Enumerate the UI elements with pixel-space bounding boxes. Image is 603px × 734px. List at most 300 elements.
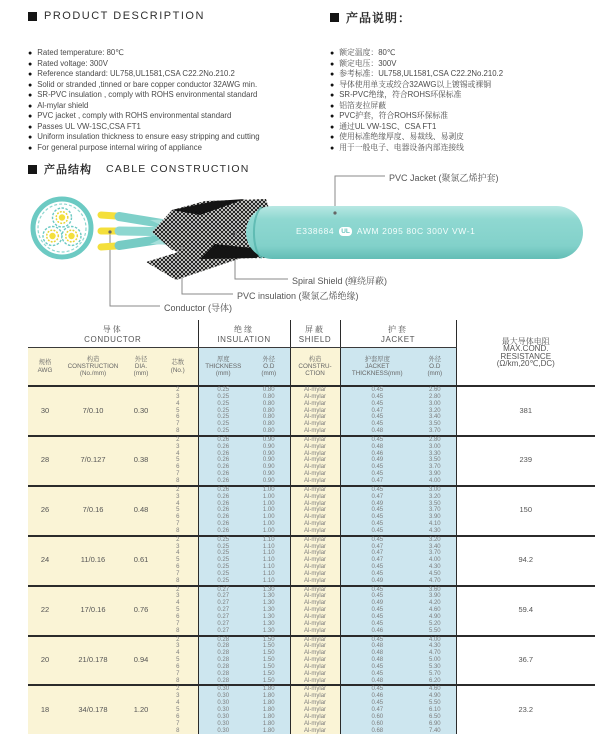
table-cell: 3	[158, 643, 198, 650]
table-cell: 3	[158, 494, 198, 501]
list-item-text: Al-mylar shield	[37, 101, 88, 110]
list-item-text: For general purpose internal wiring of appliance	[37, 143, 202, 152]
table-cell: 1.10	[248, 550, 290, 557]
table-cell: Al-mylar	[290, 714, 340, 721]
list-item-text: Rated voltage: 300V	[37, 59, 108, 68]
table-cell: 0.25	[198, 401, 248, 408]
table-cell: 0.25	[198, 557, 248, 564]
cross-section-icon	[33, 199, 91, 257]
table-cell: 7/0.127	[62, 436, 124, 486]
bullet-icon: ●	[330, 134, 334, 141]
table-cell: 3.20	[414, 408, 456, 415]
table-cell: 7	[158, 671, 198, 678]
table-cell: 4.60	[414, 607, 456, 614]
table-cell: 0.26	[198, 521, 248, 528]
table-cell: 6.90	[414, 721, 456, 728]
table-cell: 0.45	[340, 507, 414, 514]
table-cell: 6.20	[414, 678, 456, 686]
table-cell: 0.49	[340, 578, 414, 586]
table-cell: 3.70	[414, 464, 456, 471]
cable-construction-title-en: CABLE CONSTRUCTION	[106, 163, 250, 175]
table-cell: 0.26	[198, 494, 248, 501]
table-cell: Al-mylar	[290, 514, 340, 521]
table-cell: 5	[158, 507, 198, 514]
list-item	[330, 59, 598, 70]
table-cell: 5.00	[414, 657, 456, 664]
table-cell: 0.26	[198, 501, 248, 508]
table-cell: 3.40	[414, 414, 456, 421]
ul-logo-icon: UL	[339, 227, 352, 236]
table-cell: 4.00	[414, 478, 456, 486]
list-item	[330, 69, 598, 80]
table-cell: 4.60	[414, 685, 456, 693]
table-cell: Al-mylar	[290, 471, 340, 478]
table-cell: 0.27	[198, 614, 248, 621]
table-cell: 1.10	[248, 571, 290, 578]
table-cell: 0.26	[198, 436, 248, 444]
list-item-text: 额定温度：80℃	[339, 48, 395, 57]
table-cell: Al-mylar	[290, 657, 340, 664]
col-header-jacket-od: 外径 O.D (mm)	[414, 348, 456, 387]
table-row	[28, 386, 595, 394]
table-cell: Al-mylar	[290, 428, 340, 436]
table-cell: 4.00	[414, 636, 456, 644]
table-cell: 0.90	[248, 478, 290, 486]
table-cell: 30	[28, 386, 62, 436]
table-cell: 1.50	[248, 657, 290, 664]
table-cell: 150	[456, 486, 595, 536]
table-cell: 4	[158, 501, 198, 508]
table-cell: 0.25	[198, 536, 248, 544]
table-cell: 0.45	[340, 394, 414, 401]
bullet-icon: ●	[28, 134, 32, 141]
table-cell: 0.90	[248, 436, 290, 444]
group-header-jacket: 护套 JACKET	[340, 320, 456, 348]
table-group-header-row	[28, 320, 595, 348]
table-row	[28, 486, 595, 494]
table-cell: 1.10	[248, 578, 290, 586]
list-item	[330, 143, 598, 154]
table-cell: 2	[158, 685, 198, 693]
bullet-icon: ●	[28, 50, 32, 57]
table-cell: 1.30	[248, 600, 290, 607]
table-cell: 0.48	[340, 678, 414, 686]
table-cell: 1.80	[248, 728, 290, 734]
table-cell: Al-mylar	[290, 528, 340, 536]
table-cell: 2.60	[414, 386, 456, 394]
table-cell: 0.28	[198, 650, 248, 657]
table-cell: 2	[158, 586, 198, 594]
table-cell: 239	[456, 436, 595, 486]
col-header-ins-od: 外径 O.D (mm)	[248, 348, 290, 387]
table-cell: 4	[158, 401, 198, 408]
table-cell: 0.30	[198, 721, 248, 728]
table-cell: 0.45	[340, 386, 414, 394]
col-header-shield-construction: 构造 CONSTRU- CTION	[290, 348, 340, 387]
list-item-text: SR-PVC绝缘，符合ROHS环保标准	[339, 90, 461, 99]
table-cell: 0.26	[198, 528, 248, 536]
table-cell: 0.30	[198, 700, 248, 707]
table-cell: 6	[158, 664, 198, 671]
table-cell: 0.47	[340, 544, 414, 551]
list-item	[28, 132, 323, 143]
table-cell: 0.47	[340, 557, 414, 564]
table-cell: 6.50	[414, 714, 456, 721]
table-cell: 5	[158, 657, 198, 664]
product-description-cn-title: 产品说明：	[346, 9, 411, 26]
table-cell: 7	[158, 421, 198, 428]
table-cell: 1.00	[248, 507, 290, 514]
table-cell: 1.30	[248, 621, 290, 628]
table-cell: Al-mylar	[290, 408, 340, 415]
table-cell: 0.45	[340, 514, 414, 521]
table-cell: 28	[28, 436, 62, 486]
table-cell: Al-mylar	[290, 700, 340, 707]
table-cell: Al-mylar	[290, 671, 340, 678]
table-cell: 3.00	[414, 444, 456, 451]
table-cell: Al-mylar	[290, 678, 340, 686]
bullet-icon: ●	[330, 92, 334, 99]
table-cell: 4.00	[414, 557, 456, 564]
table-cell: 1.30	[248, 607, 290, 614]
table-cell: 1.80	[248, 707, 290, 714]
table-cell: 3.70	[414, 428, 456, 436]
table-cell: 6	[158, 464, 198, 471]
table-cell: 0.25	[198, 564, 248, 571]
bullet-icon: ●	[330, 124, 334, 131]
table-cell: 0.45	[340, 414, 414, 421]
table-cell: 0.38	[124, 436, 158, 486]
table-cell: 0.28	[198, 671, 248, 678]
table-cell: Al-mylar	[290, 664, 340, 671]
table-cell: 0.48	[340, 428, 414, 436]
table-cell: Al-mylar	[290, 414, 340, 421]
table-cell: Al-mylar	[290, 536, 340, 544]
table-cell: Al-mylar	[290, 421, 340, 428]
table-cell: Al-mylar	[290, 494, 340, 501]
bullet-icon: ●	[330, 103, 334, 110]
table-cell: 0.80	[248, 414, 290, 421]
list-item-text: 铝箔麦拉屏蔽	[339, 101, 386, 110]
table-cell: 5.30	[414, 664, 456, 671]
table-cell: 0.27	[198, 607, 248, 614]
table-cell: 0.76	[124, 586, 158, 636]
table-cell: 7	[158, 521, 198, 528]
table-cell: Al-mylar	[290, 564, 340, 571]
list-item-text: Uniform insulation thickness to ensure easy stripping and cutting	[37, 132, 259, 141]
table-cell: 8	[158, 428, 198, 436]
table-cell: Al-mylar	[290, 707, 340, 714]
table-cell: 0.45	[340, 621, 414, 628]
table-cell: 0.80	[248, 394, 290, 401]
list-item	[330, 111, 598, 122]
table-cell: 2	[158, 486, 198, 494]
table-cell: 7	[158, 721, 198, 728]
table-cell: 11/0.16	[62, 536, 124, 586]
table-cell: 17/0.16	[62, 586, 124, 636]
table-cell: 1.50	[248, 678, 290, 686]
table-cell: 0.45	[340, 471, 414, 478]
table-cell: 0.25	[198, 386, 248, 394]
table-cell: 0.46	[340, 628, 414, 636]
table-cell: 0.45	[340, 593, 414, 600]
table-cell: 7	[158, 471, 198, 478]
table-cell: 8	[158, 728, 198, 734]
table-cell: 5.70	[414, 671, 456, 678]
table-cell: 0.26	[198, 457, 248, 464]
table-cell: 0.90	[248, 451, 290, 458]
table-cell: 0.47	[340, 478, 414, 486]
table-cell: 0.30	[198, 728, 248, 734]
table-cell: 6	[158, 514, 198, 521]
table-cell: 0.45	[340, 614, 414, 621]
table-cell: 3.90	[414, 514, 456, 521]
table-cell: 0.94	[124, 636, 158, 686]
group-header-conductor: 导体 CONDUCTOR	[28, 320, 198, 348]
cable-construction-title-cn: 产品结构	[44, 161, 92, 177]
table-cell: 4	[158, 550, 198, 557]
table-cell: 3.00	[414, 401, 456, 408]
table-cell: 0.30	[198, 707, 248, 714]
table-cell: 7/0.16	[62, 486, 124, 536]
table-cell: Al-mylar	[290, 621, 340, 628]
table-cell: 1.30	[248, 593, 290, 600]
list-item-text: Rated temperature: 80℃	[37, 48, 124, 57]
product-description-heading	[28, 10, 205, 22]
table-cell: 3	[158, 693, 198, 700]
table-cell: 1.80	[248, 685, 290, 693]
table-cell: 1.10	[248, 544, 290, 551]
list-item	[28, 90, 323, 101]
table-cell: 0.27	[198, 628, 248, 636]
col-header-resistance: 最大导体电阻 MAX.COND. RESISTANCE (Ω/km,20℃,DC)	[456, 320, 595, 386]
table-cell: 6.10	[414, 707, 456, 714]
table-cell: 0.45	[340, 536, 414, 544]
table-cell: 18	[28, 685, 62, 734]
table-cell: 3	[158, 593, 198, 600]
table-cell: 8	[158, 578, 198, 586]
list-item	[28, 59, 323, 70]
table-cell: 0.26	[198, 486, 248, 494]
table-row	[28, 536, 595, 544]
table-cell: 0.49	[340, 501, 414, 508]
table-cell: 3.60	[414, 586, 456, 594]
table-cell: 0.26	[198, 464, 248, 471]
table-cell: Al-mylar	[290, 486, 340, 494]
table-cell: 0.45	[340, 607, 414, 614]
group-header-insulation: 绝缘 INSULATION	[198, 320, 290, 348]
table-cell: 3.90	[414, 593, 456, 600]
table-cell: 0.30	[124, 386, 158, 436]
table-cell: 26	[28, 486, 62, 536]
table-cell: 4	[158, 600, 198, 607]
table-cell: 1.50	[248, 643, 290, 650]
table-cell: 0.27	[198, 600, 248, 607]
table-cell: 0.80	[248, 401, 290, 408]
table-cell: 3.50	[414, 501, 456, 508]
table-cell: 4	[158, 700, 198, 707]
list-item-text: Solid or stranded ,tinned or bare copper conductor 32AWG min.	[37, 80, 257, 89]
table-cell: 0.80	[248, 408, 290, 415]
table-cell: 23.2	[456, 685, 595, 734]
table-cell: Al-mylar	[290, 464, 340, 471]
list-item	[28, 143, 323, 154]
table-cell: 0.47	[340, 408, 414, 415]
bullet-icon: ●	[330, 71, 334, 78]
list-item-text: PVC jacket , comply with ROHS environmental standard	[37, 111, 231, 120]
table-cell: 24	[28, 536, 62, 586]
table-cell: 0.25	[198, 408, 248, 415]
list-item	[28, 111, 323, 122]
table-cell: 0.45	[340, 636, 414, 644]
table-cell: 0.26	[198, 507, 248, 514]
table-cell: 1.30	[248, 614, 290, 621]
table-row	[28, 436, 595, 444]
table-cell: Al-mylar	[290, 721, 340, 728]
table-cell: 0.45	[340, 528, 414, 536]
table-cell: Al-mylar	[290, 586, 340, 594]
table-cell: Al-mylar	[290, 444, 340, 451]
table-cell: 0.28	[198, 636, 248, 644]
list-item	[330, 48, 598, 59]
table-cell: 3	[158, 544, 198, 551]
table-cell: 4.30	[414, 528, 456, 536]
table-cell: 0.26	[198, 451, 248, 458]
table-cell: 3.40	[414, 544, 456, 551]
table-cell: 1.50	[248, 671, 290, 678]
table-cell: 0.45	[340, 664, 414, 671]
table-cell: 4.20	[414, 600, 456, 607]
list-item	[28, 80, 323, 91]
table-cell: 4.90	[414, 693, 456, 700]
bullet-icon: ●	[330, 113, 334, 120]
col-header-awg: 规格 AWG	[28, 348, 62, 387]
list-item	[28, 122, 323, 133]
table-cell: Al-mylar	[290, 693, 340, 700]
list-item-text: 导体使用单支或绞合32AWG以上镀锡或裸铜	[339, 80, 491, 89]
table-cell: 2.80	[414, 436, 456, 444]
table-cell: 0.60	[340, 721, 414, 728]
table-cell: 2	[158, 386, 198, 394]
table-cell: 0.27	[198, 621, 248, 628]
list-item	[330, 132, 598, 143]
table-cell: Al-mylar	[290, 643, 340, 650]
bullet-icon: ●	[330, 61, 334, 68]
list-item-text: 参考标准：UL758,UL1581,CSA C22.2No.210.2	[339, 69, 503, 78]
spec-table	[28, 320, 595, 734]
list-item-text: 用于一般电子、电器设备内部连接线	[339, 143, 464, 152]
list-item-text: Reference standard: UL758,UL1581,CSA C22.2No.210.2	[37, 69, 235, 78]
table-cell: Al-mylar	[290, 401, 340, 408]
table-cell: 6	[158, 714, 198, 721]
table-cell: 0.90	[248, 464, 290, 471]
list-item	[330, 90, 598, 101]
table-cell: 0.49	[340, 457, 414, 464]
table-cell: 5.20	[414, 621, 456, 628]
table-cell: 21/0.178	[62, 636, 124, 686]
table-cell: 2	[158, 436, 198, 444]
table-cell: 8	[158, 478, 198, 486]
table-cell: 5	[158, 457, 198, 464]
table-cell: 4	[158, 451, 198, 458]
table-row	[28, 636, 595, 644]
table-cell: 3.20	[414, 536, 456, 544]
table-row	[28, 685, 595, 693]
table-cell: Al-mylar	[290, 593, 340, 600]
product-description-list-en	[28, 48, 323, 153]
table-cell: 0.60	[340, 714, 414, 721]
table-cell: Al-mylar	[290, 607, 340, 614]
table-cell: 3	[158, 394, 198, 401]
table-cell: 4.50	[414, 571, 456, 578]
table-cell: 0.48	[340, 650, 414, 657]
table-cell: 3	[158, 444, 198, 451]
table-cell: 1.00	[248, 494, 290, 501]
bullet-icon: ●	[330, 50, 334, 57]
table-cell: 0.30	[198, 693, 248, 700]
list-item-text: Passes UL VW-1SC,CSA FT1	[37, 122, 141, 131]
table-cell: 1.00	[248, 514, 290, 521]
table-cell: 0.45	[340, 671, 414, 678]
table-cell: 0.27	[198, 586, 248, 594]
table-cell: Al-mylar	[290, 478, 340, 486]
table-cell: 0.26	[198, 471, 248, 478]
table-cell: Al-mylar	[290, 436, 340, 444]
table-cell: Al-mylar	[290, 650, 340, 657]
table-cell: Al-mylar	[290, 571, 340, 578]
table-cell: 0.25	[198, 571, 248, 578]
table-cell: 0.28	[198, 643, 248, 650]
table-cell: 6	[158, 414, 198, 421]
table-cell: 0.45	[340, 486, 414, 494]
table-cell: 3.70	[414, 507, 456, 514]
table-cell: 0.45	[340, 685, 414, 693]
bullet-icon: ●	[28, 71, 32, 78]
table-cell: 1.80	[248, 721, 290, 728]
table-cell: 0.25	[198, 421, 248, 428]
table-cell: Al-mylar	[290, 557, 340, 564]
table-cell: 0.48	[340, 643, 414, 650]
table-cell: 8	[158, 628, 198, 636]
table-cell: Al-mylar	[290, 394, 340, 401]
table-cell: 0.30	[198, 685, 248, 693]
col-header-dia: 外径 DIA. (mm)	[124, 348, 158, 387]
table-cell: 4.70	[414, 578, 456, 586]
table-cell: 1.00	[248, 486, 290, 494]
table-cell: 59.4	[456, 586, 595, 636]
col-header-jacket-thickness: 护套厚度 JACKET THICKNESS(mm)	[340, 348, 414, 387]
table-cell: 1.00	[248, 501, 290, 508]
table-cell: 0.45	[340, 401, 414, 408]
label-pvc-insulation: PVC insulation (聚氯乙烯绝缘)	[237, 289, 359, 302]
table-cell: Al-mylar	[290, 521, 340, 528]
table-cell: 4	[158, 650, 198, 657]
table-cell: 1.20	[124, 685, 158, 734]
product-description-cn-heading	[330, 9, 411, 26]
table-cell: 3.70	[414, 550, 456, 557]
table-cell: 2	[158, 536, 198, 544]
table-cell: 8	[158, 678, 198, 686]
table-cell: 0.49	[340, 600, 414, 607]
table-cell: Al-mylar	[290, 386, 340, 394]
table-cell: 5	[158, 607, 198, 614]
bullet-icon: ●	[330, 145, 334, 152]
table-cell: 0.45	[340, 700, 414, 707]
bullet-icon: ●	[28, 61, 32, 68]
table-cell: 0.26	[198, 514, 248, 521]
table-cell: Al-mylar	[290, 507, 340, 514]
spec-table-section	[28, 320, 595, 734]
